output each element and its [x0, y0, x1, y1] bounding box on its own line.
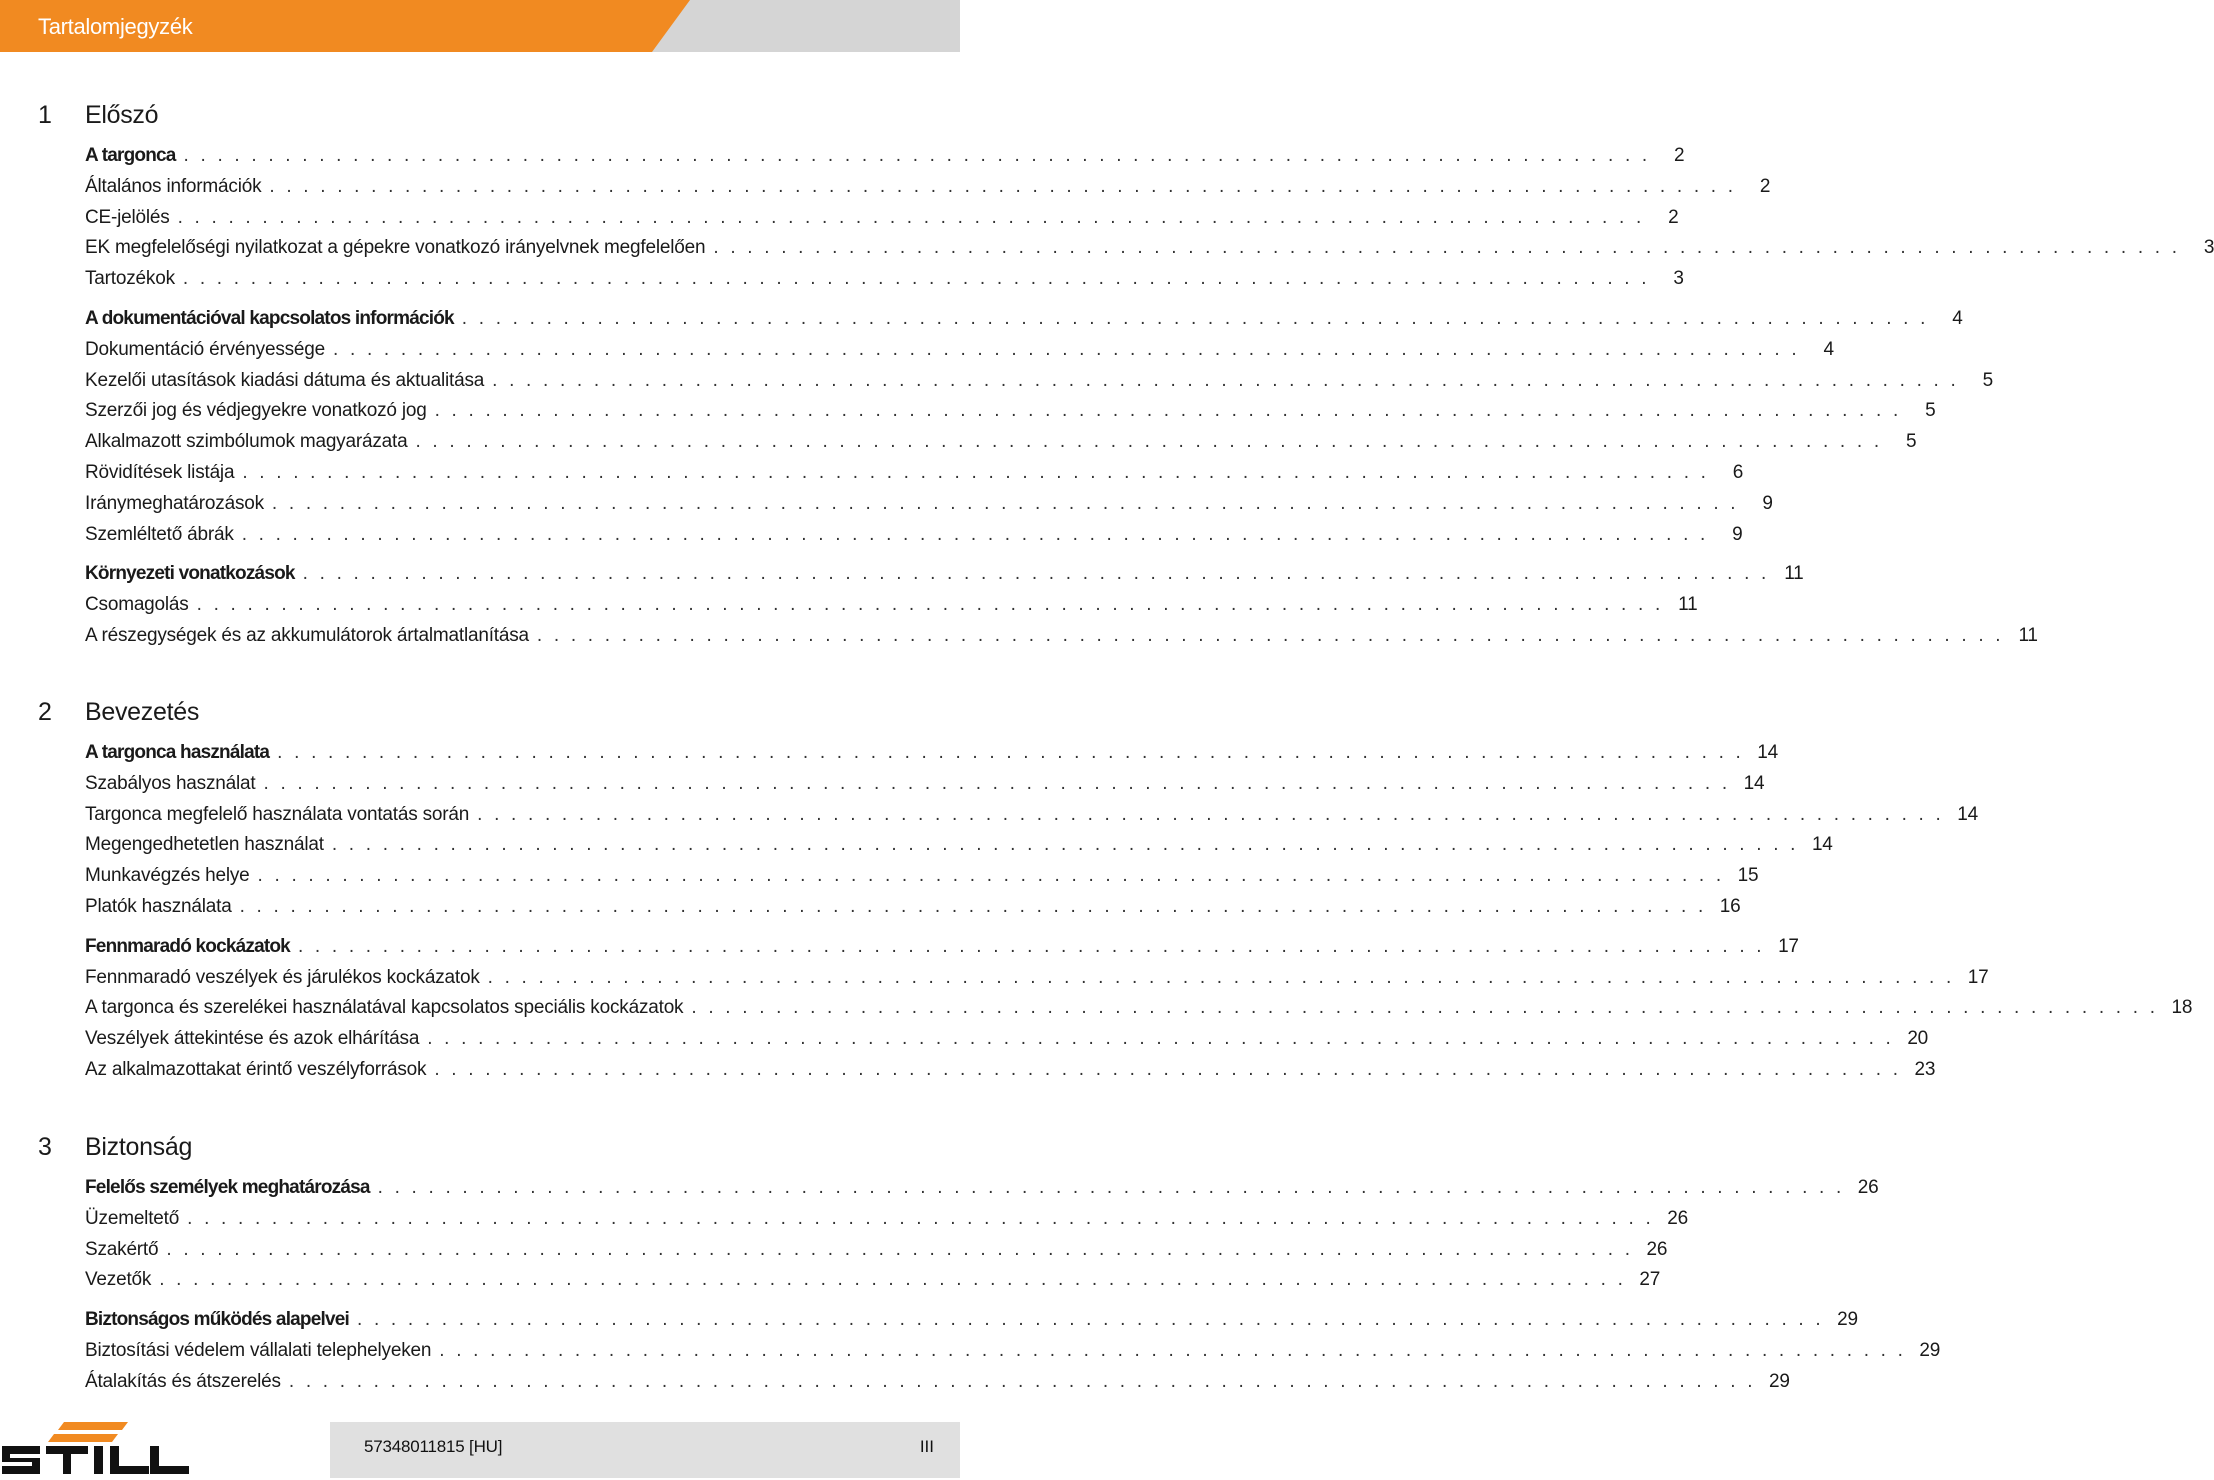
toc-group — [85, 304, 1993, 550]
chapter-section — [0, 698, 2193, 1086]
toc-page-number: 9 — [1762, 492, 1773, 514]
toc-entry-label: Csomagolás — [85, 594, 189, 616]
toc-entry-label: Biztonságos működés alapelvei — [85, 1309, 349, 1331]
toc-page-number: 9 — [1732, 523, 1743, 545]
chapter-section — [0, 101, 2214, 652]
dot-leader: . . . . . . . . . . . . . . . . . . . . . . . . . . . . . . . . . . . . . . . . . . . . . . . . . . . . . . . . . . . . . . . . . . . . . . . . . . . . . . . . . . . . . . . — [415, 431, 1883, 453]
dot-leader: . . . . . . . . . . . . . . . . . . . . . . . . . . . . . . . . . . . . . . . . . . . . . . . . . . . . . . . . . . . . . . . . . . . . . . . . . . . . . . . . . . . . . . . — [492, 369, 1959, 391]
toc-entry-link[interactable] — [85, 1024, 1929, 1055]
toc-entry-link[interactable] — [85, 830, 1833, 861]
toc-entry-label: Veszélyek áttekintése és azok elhárítása — [85, 1028, 420, 1050]
toc-entry-link[interactable] — [85, 1204, 1688, 1235]
toc-entry-label: A targonca és szerelékei használatával kapcsolatos speciális kockázatok — [85, 997, 684, 1019]
chapter-number: 1 — [38, 101, 52, 129]
dot-leader: . . . . . . . . . . . . . . . . . . . . . . . . . . . . . . . . . . . . . . . . . . . . . . . . . . . . . . . . . . . . . . . . . . . . . . . . . . . . . . . . . . . . . . . — [177, 206, 1645, 228]
toc-entry-label: Szakértő — [85, 1238, 159, 1260]
toc-page-number: 11 — [1784, 563, 1804, 585]
toc-entry-label: EK megfelelőségi nyilatkozat a gépekre vonatkozó irányelvnek megfelelően — [85, 237, 706, 259]
dot-leader: . . . . . . . . . . . . . . . . . . . . . . . . . . . . . . . . . . . . . . . . . . . . . . . . . . . . . . . . . . . . . . . . . . . . . . . . . . . . . . . . . . . . . . . — [242, 461, 1710, 483]
page-number: III — [919, 1437, 934, 1456]
toc-page-number: 26 — [1667, 1207, 1688, 1229]
toc-entry-link[interactable] — [85, 861, 1759, 892]
dot-leader: . . . . . . . . . . . . . . . . . . . . . . . . . . . . . . . . . . . . . . . . . . . . . . . . . . . . . . . . . . . . . . . . . . . . . . . . . . . . . . . . . . . . . . . — [196, 594, 1664, 616]
dot-leader: . . . . . . . . . . . . . . . . . . . . . . . . . . . . . . . . . . . . . . . . . . . . . . . . . . . . . . . . . . . . . . . . . . . . . . . . . . . . . . . . . . . . . . . — [331, 834, 1799, 856]
toc-entry-label: A részegységek és az akkumulátorok ártalmatlanítása — [85, 624, 529, 646]
chapter-title: Előszó — [85, 101, 159, 129]
toc-group — [85, 932, 2193, 1086]
chapter-title: Biztonság — [85, 1133, 193, 1161]
toc-entry-label: Fennmaradó veszélyek és járulékos kockázatok — [85, 966, 480, 988]
toc-page-number: 26 — [1857, 1177, 1879, 1198]
toc-entry-label: Megengedhetetlen használat — [85, 834, 324, 856]
toc-entry-label: Felelős személyek meghatározása — [85, 1177, 370, 1198]
toc-page-number: 11 — [2018, 624, 2038, 646]
toc-group — [85, 1305, 1941, 1397]
dot-leader: . . . . . . . . . . . . . . . . . . . . . . . . . . . . . . . . . . . . . . . . . . . . . . . . . . . . . . . . . . . . . . . . . . . . . . . . . . . . . . . . . . . . . . . — [241, 523, 1709, 545]
toc-page-number: 11 — [1678, 594, 1698, 616]
toc-page-number: 5 — [1925, 400, 1936, 422]
toc-entry-link[interactable] — [85, 892, 1741, 923]
dot-leader: . . . . . . . . . . . . . . . . . . . . . . . . . . . . . . . . . . . . . . . . . . . . . . . . . . . . . . . . . . . . . . . . . . . . . . . . . . . . . . . . . . . . . . . — [159, 1269, 1627, 1291]
toc-section-link[interactable] — [85, 932, 1799, 963]
toc-page-number: 29 — [1837, 1309, 1858, 1331]
toc-entry-label: Dokumentáció érvényessége — [85, 338, 326, 360]
toc-entry-label: Környezeti vonatkozások — [85, 563, 295, 585]
toc-group — [85, 1173, 1879, 1296]
toc-entry-label: A dokumentációval kapcsolatos információk — [85, 307, 454, 329]
document-number: 57348011815 [HU] — [364, 1437, 503, 1456]
toc-page-number: 18 — [2171, 997, 2193, 1019]
dot-leader: . . . . . . . . . . . . . . . . . . . . . . . . . . . . . . . . . . . . . . . . . . . . . . . . . . . . . . . . . . . . . . . . . . . . . . . . . . . . . . . . . . . . . . . — [239, 895, 1707, 917]
toc-entry-label: Alkalmazott szimbólumok magyarázata — [85, 431, 408, 453]
toc-page-number: 5 — [1982, 369, 1993, 391]
toc-page-number: 4 — [1952, 307, 1963, 329]
toc-entry-link[interactable] — [85, 172, 1771, 203]
toc-entry-label: Fennmaradó kockázatok — [85, 935, 290, 957]
toc-page-number: 3 — [2203, 237, 2214, 259]
toc-page-number: 3 — [1673, 268, 1684, 290]
toc-entry-label: Biztosítási védelem vállalati telephelyeken — [85, 1339, 432, 1361]
toc-entry-link[interactable] — [85, 427, 1917, 458]
toc-section-link[interactable] — [85, 304, 1963, 335]
toc-entry-label: Targonca megfelelő használata vontatás során — [85, 803, 470, 825]
toc-entry-link[interactable] — [85, 1055, 1936, 1086]
toc-entry-label: Platók használata — [85, 895, 232, 917]
toc-section-link[interactable] — [85, 559, 1804, 590]
toc-page-number: 14 — [1757, 742, 1779, 763]
toc-page-number: 15 — [1737, 865, 1759, 887]
chapter-section — [0, 1133, 1941, 1398]
toc-entry-link[interactable] — [85, 264, 1684, 295]
toc-entry-label: Üzemeltető — [85, 1207, 180, 1229]
dot-leader: . . . . . . . . . . . . . . . . . . . . . . . . . . . . . . . . . . . . . . . . . . . . . . . . . . . . . . . . . . . . . . . . . . . . . . . . . . . . . . . . . . . . . . . — [288, 1370, 1756, 1392]
toc-entry-link[interactable] — [85, 993, 2193, 1024]
chapter-title: Bevezetés — [85, 698, 200, 726]
toc-entry-link[interactable] — [85, 203, 1679, 234]
toc-section-link[interactable] — [85, 1173, 1879, 1204]
toc-entry-label: A targonca használata — [85, 742, 270, 763]
toc-page-number: 17 — [1778, 935, 1799, 957]
page-header — [0, 0, 960, 52]
toc-page-number: 6 — [1732, 461, 1744, 483]
toc-page-number: 14 — [1811, 834, 1833, 856]
toc-entry-link[interactable] — [85, 963, 1989, 994]
toc-entry-link[interactable] — [85, 590, 1698, 621]
toc-entry-link[interactable] — [85, 396, 1936, 427]
toc-page-number: 23 — [1914, 1058, 1936, 1080]
toc-page-number: 29 — [1768, 1370, 1790, 1392]
toc-page-number: 14 — [1743, 772, 1765, 794]
chapter-heading — [0, 101, 960, 141]
dot-leader: . . . . . . . . . . . . . . . . . . . . . . . . . . . . . . . . . . . . . . . . . . . . . . . . . . . . . . . . . . . . . . . . . . . . . . . . . . . . . . . . . . . . . . . — [183, 145, 1651, 166]
dot-leader: . . . . . . . . . . . . . . . . . . . . . . . . . . . . . . . . . . . . . . . . . . . . . . . . . . . . . . . . . . . . . . . . . . . . . . . . . . . . . . . . . . . . . . . — [427, 1028, 1895, 1050]
toc-entry-link[interactable] — [85, 621, 2038, 652]
toc-entry-label: Kezelői utasítások kiadási dátuma és aktualitása — [85, 369, 485, 391]
dot-leader: . . . . . . . . . . . . . . . . . . . . . . . . . . . . . . . . . . . . . . . . . . . . . . . . . . . . . . . . . . . . . . . . . . . . . . . . . . . . . . . . . . . . . . . — [302, 563, 1770, 585]
page-footer — [0, 1418, 960, 1480]
toc-page-number: 14 — [1957, 803, 1978, 825]
toc-entry-label: Átalakítás és átszerelés — [85, 1370, 281, 1392]
toc-entry-label: CE-jelölés — [85, 206, 170, 228]
toc-group — [85, 559, 2038, 651]
toc-entry-label: A targonca — [85, 145, 176, 166]
dot-leader: . . . . . . . . . . . . . . . . . . . . . . . . . . . . . . . . . . . . . . . . . . . . . . . . . . . . . . . . . . . . . . . . . . . . . . . . . . . . . . . . . . . . . . . — [271, 492, 1739, 514]
dot-leader: . . . . . . . . . . . . . . . . . . . . . . . . . . . . . . . . . . . . . . . . . . . . . . . . . . . . . . . . . . . . . . . . . . . . . . . . . . . . . . . . . . . . . . . — [377, 1177, 1845, 1198]
toc-section-link[interactable] — [85, 738, 1779, 769]
toc-entry-label: Az alkalmazottakat érintő veszélyforrások — [85, 1058, 427, 1080]
chapter-heading — [0, 1133, 960, 1173]
toc-page-number: 2 — [1759, 175, 1771, 197]
toc-page-number: 16 — [1719, 895, 1741, 917]
dot-leader: . . . . . . . . . . . . . . . . . . . . . . . . . . . . . . . . . . . . . . . . . . . . . . . . . . . . . . . . . . . . . . . . . . . . . . . . . . . . . . . . . . . . . . . — [713, 237, 2181, 259]
dot-leader: . . . . . . . . . . . . . . . . . . . . . . . . . . . . . . . . . . . . . . . . . . . . . . . . . . . . . . . . . . . . . . . . . . . . . . . . . . . . . . . . . . . . . . . — [439, 1339, 1907, 1361]
toc-entry-label: Rövidítések listája — [85, 461, 235, 483]
toc-entry-label: Szemléltető ábrák — [85, 523, 234, 545]
toc-entry-label: Munkavégzés helye — [85, 865, 250, 887]
toc-entry-link[interactable] — [85, 520, 1743, 551]
toc-entry-link[interactable] — [85, 1265, 1661, 1296]
toc-group — [85, 141, 2214, 295]
toc-group — [85, 738, 1978, 923]
toc-page-number: 26 — [1646, 1238, 1668, 1260]
toc-section-link[interactable] — [85, 1305, 1858, 1336]
chapter-heading — [0, 698, 960, 738]
toc-entry-link[interactable] — [85, 1336, 1941, 1367]
toc-entry-label: Szerzői jog és védjegyekre vonatkozó jog — [85, 400, 427, 422]
page-title: Tartalomjegyzék — [38, 14, 193, 39]
toc-entry-label: Iránymeghatározások — [85, 492, 264, 514]
toc-page-number: 27 — [1639, 1269, 1661, 1291]
toc-entry-link[interactable] — [85, 335, 1834, 366]
chapter-number: 2 — [38, 698, 52, 726]
dot-leader: . . . . . . . . . . . . . . . . . . . . . . . . . . . . . . . . . . . . . . . . . . . . . . . . . . . . . . . . . . . . . . . . . . . . . . . . . . . . . . . . . . . . . . . — [297, 935, 1765, 957]
toc-entry-link[interactable] — [85, 769, 1765, 800]
toc-page-number: 4 — [1823, 338, 1834, 360]
orange-diagonal-stripes-icon — [48, 1422, 128, 1442]
toc-section-link[interactable] — [85, 141, 1685, 172]
toc-entry-link[interactable] — [85, 366, 1993, 397]
chapter-number: 3 — [38, 1133, 52, 1161]
toc-entry-label: Vezetők — [85, 1269, 152, 1291]
toc-entry-label: Szabályos használat — [85, 772, 256, 794]
toc-entry-link[interactable] — [85, 800, 1978, 831]
dot-leader: . . . . . . . . . . . . . . . . . . . . . . . . . . . . . . . . . . . . . . . . . . . . . . . . . . . . . . . . . . . . . . . . . . . . . . . . . . . . . . . . . . . . . . . — [166, 1238, 1634, 1260]
dot-leader: . . . . . . . . . . . . . . . . . . . . . . . . . . . . . . . . . . . . . . . . . . . . . . . . . . . . . . . . . . . . . . . . . . . . . . . . . . . . . . . . . . . . . . . — [333, 338, 1800, 360]
toc-entry-link[interactable] — [85, 489, 1773, 520]
dot-leader: . . . . . . . . . . . . . . . . . . . . . . . . . . . . . . . . . . . . . . . . . . . . . . . . . . . . . . . . . . . . . . . . . . . . . . . . . . . . . . . . . . . . . . . — [182, 268, 1650, 290]
toc-entry-label: Általános információk — [85, 175, 262, 197]
dot-leader: . . . . . . . . . . . . . . . . . . . . . . . . . . . . . . . . . . . . . . . . . . . . . . . . . . . . . . . . . . . . . . . . . . . . . . . . . . . . . . . . . . . . . . . — [691, 997, 2159, 1019]
dot-leader: . . . . . . . . . . . . . . . . . . . . . . . . . . . . . . . . . . . . . . . . . . . . . . . . . . . . . . . . . . . . . . . . . . . . . . . . . . . . . . . . . . . . . . . — [487, 966, 1955, 988]
dot-leader: . . . . . . . . . . . . . . . . . . . . . . . . . . . . . . . . . . . . . . . . . . . . . . . . . . . . . . . . . . . . . . . . . . . . . . . . . . . . . . . . . . . . . . . — [277, 742, 1745, 763]
dot-leader: . . . . . . . . . . . . . . . . . . . . . . . . . . . . . . . . . . . . . . . . . . . . . . . . . . . . . . . . . . . . . . . . . . . . . . . . . . . . . . . . . . . . . . . — [263, 772, 1731, 794]
dot-leader: . . . . . . . . . . . . . . . . . . . . . . . . . . . . . . . . . . . . . . . . . . . . . . . . . . . . . . . . . . . . . . . . . . . . . . . . . . . . . . . . . . . . . . . — [257, 865, 1725, 887]
toc-entry-link[interactable] — [85, 1367, 1790, 1398]
toc-page-number: 17 — [1967, 966, 1989, 988]
toc-entry-link[interactable] — [85, 233, 2214, 264]
toc-page-number: 2 — [1668, 206, 1679, 228]
dot-leader: . . . . . . . . . . . . . . . . . . . . . . . . . . . . . . . . . . . . . . . . . . . . . . . . . . . . . . . . . . . . . . . . . . . . . . . . . . . . . . . . . . . . . . . — [187, 1207, 1654, 1229]
toc-page-number: 20 — [1907, 1028, 1929, 1050]
toc-entry-link[interactable] — [85, 1235, 1668, 1266]
dot-leader: . . . . . . . . . . . . . . . . . . . . . . . . . . . . . . . . . . . . . . . . . . . . . . . . . . . . . . . . . . . . . . . . . . . . . . . . . . . . . . . . . . . . . . . — [536, 624, 2004, 646]
toc-page-number: 2 — [1674, 145, 1685, 166]
dot-leader: . . . . . . . . . . . . . . . . . . . . . . . . . . . . . . . . . . . . . . . . . . . . . . . . . . . . . . . . . . . . . . . . . . . . . . . . . . . . . . . . . . . . . . . — [461, 307, 1929, 329]
dot-leader: . . . . . . . . . . . . . . . . . . . . . . . . . . . . . . . . . . . . . . . . . . . . . . . . . . . . . . . . . . . . . . . . . . . . . . . . . . . . . . . . . . . . . . . — [477, 803, 1944, 825]
dot-leader: . . . . . . . . . . . . . . . . . . . . . . . . . . . . . . . . . . . . . . . . . . . . . . . . . . . . . . . . . . . . . . . . . . . . . . . . . . . . . . . . . . . . . . . — [269, 175, 1737, 197]
dot-leader: . . . . . . . . . . . . . . . . . . . . . . . . . . . . . . . . . . . . . . . . . . . . . . . . . . . . . . . . . . . . . . . . . . . . . . . . . . . . . . . . . . . . . . . — [434, 400, 1902, 422]
toc-entry-link[interactable] — [85, 458, 1744, 489]
dot-leader: . . . . . . . . . . . . . . . . . . . . . . . . . . . . . . . . . . . . . . . . . . . . . . . . . . . . . . . . . . . . . . . . . . . . . . . . . . . . . . . . . . . . . . . — [434, 1058, 1902, 1080]
dot-leader: . . . . . . . . . . . . . . . . . . . . . . . . . . . . . . . . . . . . . . . . . . . . . . . . . . . . . . . . . . . . . . . . . . . . . . . . . . . . . . . . . . . . . . . — [357, 1309, 1824, 1331]
toc-entry-label: Tartozékok — [85, 268, 175, 290]
toc-page-number: 5 — [1905, 431, 1917, 453]
toc-page-number: 29 — [1919, 1339, 1941, 1361]
